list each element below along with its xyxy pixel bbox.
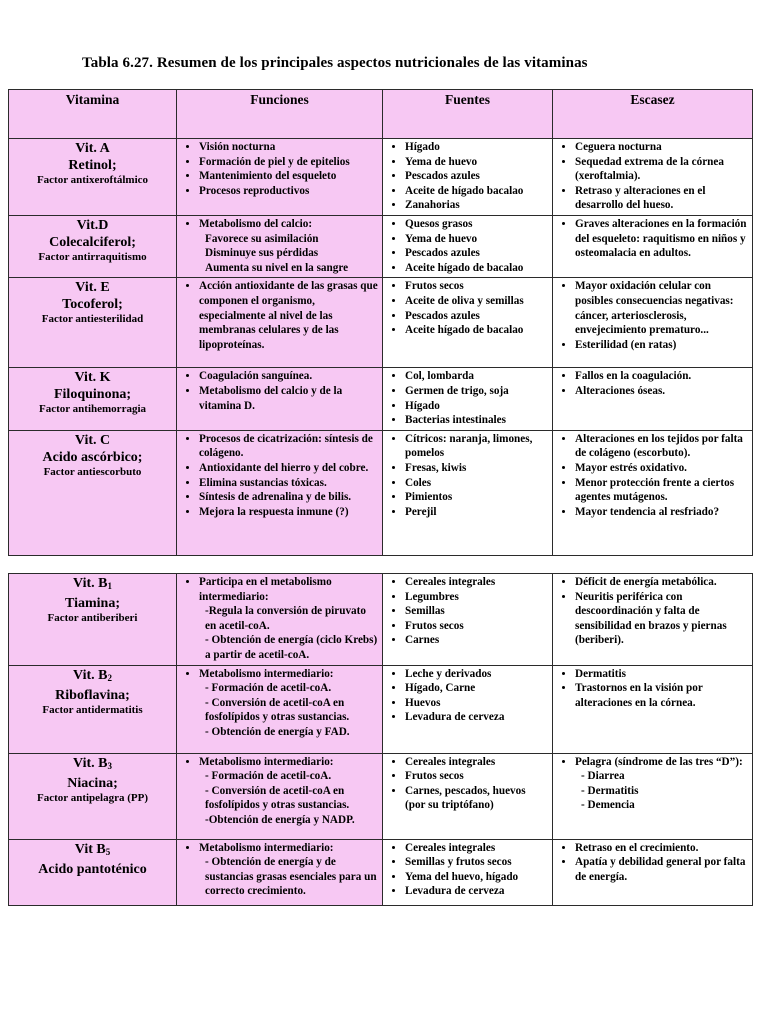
list-item-text: Mantenimiento del esqueleto <box>199 170 337 183</box>
list-item-text: Cítricos: naranja, limones, pomelos <box>405 432 533 460</box>
list-item <box>199 279 378 352</box>
vitamin-cell <box>9 216 177 278</box>
table-row <box>9 753 753 839</box>
list-item-text: Ceguera nocturna <box>575 141 662 153</box>
list-item-text: Graves alteraciones en la formación del esqueleto: raquitismo en niños y osteomalacia en adultos. <box>575 218 747 260</box>
vitamin-name <box>13 755 172 775</box>
sub-item-text: Favorece su asimilación <box>205 232 319 245</box>
escasez-cell-list <box>557 369 748 398</box>
funciones-cell <box>177 430 383 555</box>
escasez-cell-list <box>557 279 748 352</box>
fuentes-cell <box>383 278 553 368</box>
list-item <box>405 140 548 155</box>
list-item-text: Aceite de oliva y semillas <box>405 294 524 307</box>
list-item <box>405 590 548 605</box>
vitamin-name <box>13 841 172 861</box>
escasez-cell <box>553 139 753 216</box>
list-item-text: Apatía y debilidad general por falta de energía. <box>575 856 746 883</box>
vitamin-cell <box>9 139 177 216</box>
sub-item-text: - Diarrea <box>581 770 625 783</box>
list-item <box>405 384 548 399</box>
sub-item-text: - Formación de acetil-coA. <box>205 682 332 695</box>
list-item <box>405 261 548 276</box>
list-item <box>405 841 548 856</box>
table-row <box>9 839 753 905</box>
funciones-cell-list <box>181 279 378 352</box>
list-item-text: Acción antioxidante de las grasas que componen el organismo, especialmente al nivel de las membranas celulares y de las lipoproteínas. <box>199 280 378 351</box>
fuentes-cell <box>383 139 553 216</box>
list-item-text: Cereales integrales <box>405 755 496 768</box>
list-item-text: Metabolismo intermediario: <box>199 667 334 680</box>
vitamin-name <box>13 667 172 687</box>
list-item-text: Aceite hígado de bacalao <box>405 324 524 337</box>
list-item <box>575 590 748 648</box>
list-item-text: Pescados azules <box>405 170 480 183</box>
list-item <box>575 369 748 384</box>
fuentes-cell <box>383 216 553 278</box>
funciones-cell <box>177 574 383 666</box>
vitamins-table-1 <box>8 89 753 556</box>
list-item-text: Fallos en la coagulación. <box>575 370 692 383</box>
list-item <box>405 575 548 590</box>
header-vitamina: Vitamina <box>9 90 177 139</box>
list-item <box>405 490 548 505</box>
table-row <box>9 665 753 753</box>
sub-item-text: - Dermatitis <box>581 784 639 797</box>
list-item-text: Germen de trigo, soja <box>405 384 509 397</box>
list-item-text: Elimina sustancias tóxicas. <box>199 476 327 489</box>
funciones-cell-list <box>181 369 378 413</box>
vitamin-common-name: Tocoferol; <box>62 297 123 313</box>
list-item-text: Quesos grasos <box>405 218 473 230</box>
list-item <box>575 841 748 856</box>
funciones-cell-list <box>181 667 378 740</box>
list-item <box>405 461 548 476</box>
list-item <box>199 384 378 413</box>
list-item <box>199 369 378 384</box>
vitamin-name-text: Vit. K <box>74 370 111 386</box>
list-item <box>575 217 748 261</box>
list-item-text: Aceite hígado de bacalao <box>405 261 524 274</box>
list-item <box>575 667 748 682</box>
list-item-text: Formación de piel y de epitelios <box>199 155 350 168</box>
list-item-text: Pescados azules <box>405 247 480 260</box>
sub-item-text: - Demencia <box>581 799 635 812</box>
funciones-cell-list <box>181 140 378 198</box>
escasez-cell <box>553 216 753 278</box>
vitamin-factor: Factor antiberiberi <box>47 612 138 624</box>
list-item <box>405 217 548 232</box>
list-item <box>405 323 548 338</box>
vitamin-factor: Factor antiescorbuto <box>43 465 142 478</box>
vitamin-cell <box>9 753 177 839</box>
list-item <box>575 140 748 155</box>
list-item <box>405 309 548 324</box>
list-item-text: Levadura de cerveza <box>405 885 505 898</box>
vitamin-cell <box>9 368 177 430</box>
list-item <box>199 505 378 520</box>
list-item <box>405 667 548 682</box>
vitamin-factor: Factor antixeroftálmico <box>36 174 149 186</box>
list-item-text: Leche y derivados <box>405 667 492 680</box>
vitamin-name-text: Vit. E <box>75 280 110 296</box>
list-item <box>405 369 548 384</box>
vitamin-cell <box>9 430 177 555</box>
header-fuentes: Fuentes <box>383 90 553 139</box>
list-item <box>405 294 548 309</box>
vitamin-factor: Factor antirraquitismo <box>38 251 147 263</box>
list-item <box>405 696 548 711</box>
list-item-text: Semillas y frutos secos <box>405 856 512 869</box>
funciones-cell <box>177 139 383 216</box>
list-item <box>405 604 548 619</box>
list-item-text: Yema del huevo, hígado <box>405 870 519 883</box>
escasez-cell <box>553 574 753 666</box>
funciones-cell <box>177 839 383 905</box>
list-item-text: Esterilidad (en ratas) <box>575 338 677 351</box>
list-item <box>199 184 378 199</box>
fuentes-cell <box>383 368 553 430</box>
list-item-text: Dermatitis <box>575 667 626 680</box>
list-item <box>199 667 378 740</box>
table-row <box>9 430 753 555</box>
escasez-cell-list <box>557 755 748 813</box>
vitamins-table-2 <box>8 573 753 906</box>
list-item <box>575 855 748 884</box>
vitamin-cell <box>9 665 177 753</box>
vitamin-name-text: Vit. C <box>74 432 111 448</box>
vitamin-subscript: 5 <box>105 846 111 857</box>
list-item <box>575 755 748 813</box>
list-item <box>405 769 548 784</box>
list-item-text: Síntesis de adrenalina y de bilis. <box>199 491 352 504</box>
header-funciones: Funciones <box>177 90 383 139</box>
list-item <box>405 184 548 199</box>
list-item-text: Antioxidante del hierro y del cobre. <box>199 461 369 474</box>
sub-item-text: -Regula la conversión de piruvato en acetil-coA. <box>205 605 366 632</box>
list-item <box>405 505 548 520</box>
sub-item-text: - Conversión de acetil-coA en fosfolípidos y otras sustancias. <box>205 784 350 812</box>
list-item <box>575 681 748 710</box>
list-item <box>199 432 378 461</box>
list-item-text: Frutos secos <box>405 280 464 293</box>
escasez-cell <box>553 368 753 430</box>
funciones-cell <box>177 278 383 368</box>
list-item <box>199 217 378 275</box>
vitamin-subscript: 3 <box>107 760 112 771</box>
fuentes-cell-list <box>387 575 548 648</box>
vitamin-common-name: Acido ascórbico; <box>42 449 143 465</box>
list-item <box>405 279 548 294</box>
list-item <box>575 384 748 399</box>
list-item <box>575 279 748 337</box>
list-item-text: Aceite de hígado bacalao <box>405 184 524 197</box>
sub-item-text: - Formación de acetil-coA. <box>205 770 332 783</box>
list-item <box>575 461 748 476</box>
vitamin-cell <box>9 278 177 368</box>
escasez-cell-list <box>557 841 748 885</box>
list-item <box>575 432 748 461</box>
list-item <box>199 169 378 184</box>
list-item-text: Participa en el metabolismo intermediario: <box>199 576 332 603</box>
list-item-text: Procesos de cicatrización: síntesis de colágeno. <box>199 432 373 460</box>
escasez-cell-list <box>557 217 748 261</box>
list-item-text: Carnes, pescados, huevos (por su triptófano) <box>405 784 526 812</box>
vitamin-name <box>13 279 172 296</box>
list-item-text: Coagulación sanguínea. <box>199 370 313 383</box>
list-item-text: Cereales integrales <box>405 841 496 854</box>
list-item <box>199 461 378 476</box>
list-item <box>199 155 378 170</box>
table-row <box>9 139 753 216</box>
escasez-cell-list <box>557 575 748 648</box>
list-item <box>405 155 548 170</box>
vitamin-name-text: Vit. B <box>73 576 108 591</box>
vitamin-name-text: Vit.D <box>76 218 109 233</box>
fuentes-cell <box>383 753 553 839</box>
header-row <box>9 90 753 139</box>
sub-item-text: - Obtención de energía (ciclo Krebs) a partir de acetil-coA. <box>205 634 378 661</box>
fuentes-cell-list <box>387 140 548 213</box>
vitamin-subscript: 2 <box>107 672 112 683</box>
vitamin-name-text: Vit. B <box>73 667 108 683</box>
list-item <box>199 575 378 663</box>
vitamin-factor: Factor antiesterilidad <box>41 313 144 326</box>
list-item <box>405 755 548 770</box>
escasez-cell <box>553 278 753 368</box>
list-item <box>199 755 378 828</box>
list-item-text: Neuritis periférica con descoordinación y falta de sensibilidad en brazos y piernas (beriberi). <box>575 590 727 647</box>
list-item-text: Trastornos en la visión por alteraciones en la córnea. <box>575 682 703 709</box>
fuentes-cell <box>383 839 553 905</box>
vitamin-common-name: Niacina; <box>67 775 118 791</box>
list-item <box>405 784 548 813</box>
list-item <box>405 432 548 461</box>
list-item-text: Pimientos <box>405 491 453 504</box>
list-item <box>199 140 378 155</box>
list-item <box>405 399 548 414</box>
list-item <box>405 198 548 213</box>
sub-item-text: Disminuye sus pérdidas <box>205 247 319 260</box>
list-item-text: Bacterias intestinales <box>405 414 506 427</box>
funciones-cell-list <box>181 217 378 275</box>
list-item <box>575 338 748 353</box>
funciones-cell <box>177 753 383 839</box>
vitamin-cell <box>9 574 177 666</box>
list-item <box>405 870 548 885</box>
vitamin-name-text: Vit. A <box>75 141 110 156</box>
list-item-text: Pescados azules <box>405 309 480 322</box>
list-item-text: Frutos secos <box>405 619 464 632</box>
list-item <box>405 232 548 247</box>
fuentes-cell-list <box>387 755 548 813</box>
list-item <box>199 490 378 505</box>
list-item-text: Pelagra (síndrome de las tres “D”): <box>575 755 743 768</box>
vitamin-common-name: Retinol; <box>68 158 117 173</box>
list-item-text: Retraso y alteraciones en el desarrollo del hueso. <box>575 184 706 212</box>
sub-item-text: -Obtención de energía y NADP. <box>205 813 355 826</box>
list-item-text: Legumbres <box>405 590 459 603</box>
list-item-text: Metabolismo del calcio y de la vitamina D. <box>199 384 343 412</box>
sub-item-text: - Obtención de energía y de sustancias grasas esenciales para un correcto crecimiento. <box>205 856 377 898</box>
vitamin-cell <box>9 839 177 905</box>
list-item-text: Hígado <box>405 141 440 153</box>
vitamin-common-name: Tiamina; <box>65 596 120 611</box>
list-item <box>405 619 548 634</box>
list-item <box>199 841 378 899</box>
list-item-text: Hígado <box>405 399 440 412</box>
funciones-cell-list <box>181 841 378 899</box>
list-item-text: Alteraciones en los tejidos por falta de colágeno (escorbuto). <box>575 432 743 460</box>
list-item-text: Carnes <box>405 634 440 647</box>
list-item <box>405 246 548 261</box>
list-item-text: Perejil <box>405 505 437 518</box>
list-item-text: Metabolismo intermediario: <box>199 755 334 768</box>
list-item <box>575 575 748 590</box>
vitamin-name-text: Vit. B <box>73 755 108 771</box>
list-item-text: Alteraciones óseas. <box>575 384 666 397</box>
fuentes-cell <box>383 665 553 753</box>
funciones-cell-list <box>181 575 378 663</box>
escasez-cell-list <box>557 667 748 711</box>
list-item-text: Col, lombarda <box>405 370 474 383</box>
table-title: Tabla 6.27. Resumen de los principales aspectos nutricionales de las vitaminas <box>82 55 588 71</box>
escasez-cell-list <box>557 432 748 520</box>
list-item-text: Frutos secos <box>405 770 464 783</box>
list-item <box>405 633 548 648</box>
vitamin-common-name: Acido pantoténico <box>38 861 147 877</box>
vitamin-common-name: Colecalciferol; <box>49 235 136 250</box>
list-item-text: Hígado, Carne <box>405 682 476 695</box>
fuentes-cell-list <box>387 279 548 337</box>
table-row <box>9 368 753 430</box>
list-item-text: Sequedad extrema de la córnea (xeroftalmia). <box>575 155 724 183</box>
vitamin-name <box>13 369 172 386</box>
list-item-text: Levadura de cerveza <box>405 711 505 724</box>
list-item <box>405 476 548 491</box>
vitamin-name <box>13 432 172 449</box>
list-item-text: Yema de huevo <box>405 155 478 168</box>
list-item <box>405 169 548 184</box>
list-item-text: Menor protección frente a ciertos agentes mutágenos. <box>575 476 735 504</box>
vitamin-subscript: 1 <box>107 581 112 591</box>
list-item <box>575 505 748 520</box>
list-item-text: Metabolismo intermediario: <box>199 841 334 854</box>
list-item-text: Zanahorias <box>405 199 460 212</box>
vitamin-factor: Factor antipelagra (PP) <box>37 791 148 804</box>
vitamin-factor: Factor antidermatitis <box>42 703 143 716</box>
list-item <box>405 884 548 899</box>
vitamin-common-name: Riboflavina; <box>55 687 130 703</box>
list-item <box>405 413 548 428</box>
list-item-text: Metabolismo del calcio: <box>199 218 313 230</box>
list-item-text: Coles <box>405 476 432 489</box>
funciones-cell <box>177 216 383 278</box>
fuentes-cell-list <box>387 432 548 520</box>
list-item-text: Retraso en el crecimiento. <box>575 841 699 854</box>
list-item-text: Semillas <box>405 605 445 618</box>
list-item-text: Visión nocturna <box>199 141 276 153</box>
funciones-cell-list <box>181 755 378 828</box>
header-escasez: Escasez <box>553 90 753 139</box>
vitamin-name <box>13 140 172 157</box>
list-item-text: Mejora la respuesta inmune (?) <box>199 505 349 518</box>
list-item <box>575 476 748 505</box>
list-item-text: Cereales integrales <box>405 576 496 588</box>
sub-item-text: - Obtención de energía y FAD. <box>205 725 350 738</box>
list-item-text: Mayor tendencia al resfriado? <box>575 505 720 518</box>
list-item-text: Déficit de energía metabólica. <box>575 576 717 588</box>
vitamin-factor: Factor antihemorragia <box>38 403 147 416</box>
list-item-text: Mayor estrés oxidativo. <box>575 461 687 474</box>
list-item <box>405 710 548 725</box>
escasez-cell <box>553 430 753 555</box>
list-item-text: Procesos reproductivos <box>199 184 310 197</box>
table-row <box>9 278 753 368</box>
list-item <box>575 155 748 184</box>
list-item-text: Yema de huevo <box>405 232 478 245</box>
list-item-text: Mayor oxidación celular con posibles consecuencias negativas: cáncer, arteriosclerosis, envejecimiento prematuro... <box>575 280 734 337</box>
list-item <box>405 855 548 870</box>
list-item <box>199 476 378 491</box>
list-item-text: Fresas, kiwis <box>405 461 467 474</box>
vitamin-name <box>13 575 172 595</box>
escasez-cell <box>553 839 753 905</box>
list-item-text: Huevos <box>405 696 441 709</box>
fuentes-cell-list <box>387 667 548 725</box>
vitamin-name <box>13 217 172 234</box>
list-item <box>575 184 748 213</box>
fuentes-cell <box>383 430 553 555</box>
funciones-cell-list <box>181 432 378 520</box>
sub-item-text: - Conversión de acetil-coA en fosfolípidos y otras sustancias. <box>205 696 350 724</box>
list-item <box>405 681 548 696</box>
table-row <box>9 574 753 666</box>
escasez-cell <box>553 665 753 753</box>
escasez-cell-list <box>557 140 748 213</box>
escasez-cell <box>553 753 753 839</box>
vitamin-name-text: Vit B <box>74 841 106 857</box>
funciones-cell <box>177 368 383 430</box>
fuentes-cell <box>383 574 553 666</box>
vitamin-common-name: Filoquinona; <box>53 387 132 403</box>
sub-item-text: Aumenta su nivel en la sangre <box>205 261 349 274</box>
fuentes-cell-list <box>387 369 548 427</box>
table-row <box>9 216 753 278</box>
funciones-cell <box>177 665 383 753</box>
fuentes-cell-list <box>387 841 548 899</box>
fuentes-cell-list <box>387 217 548 275</box>
